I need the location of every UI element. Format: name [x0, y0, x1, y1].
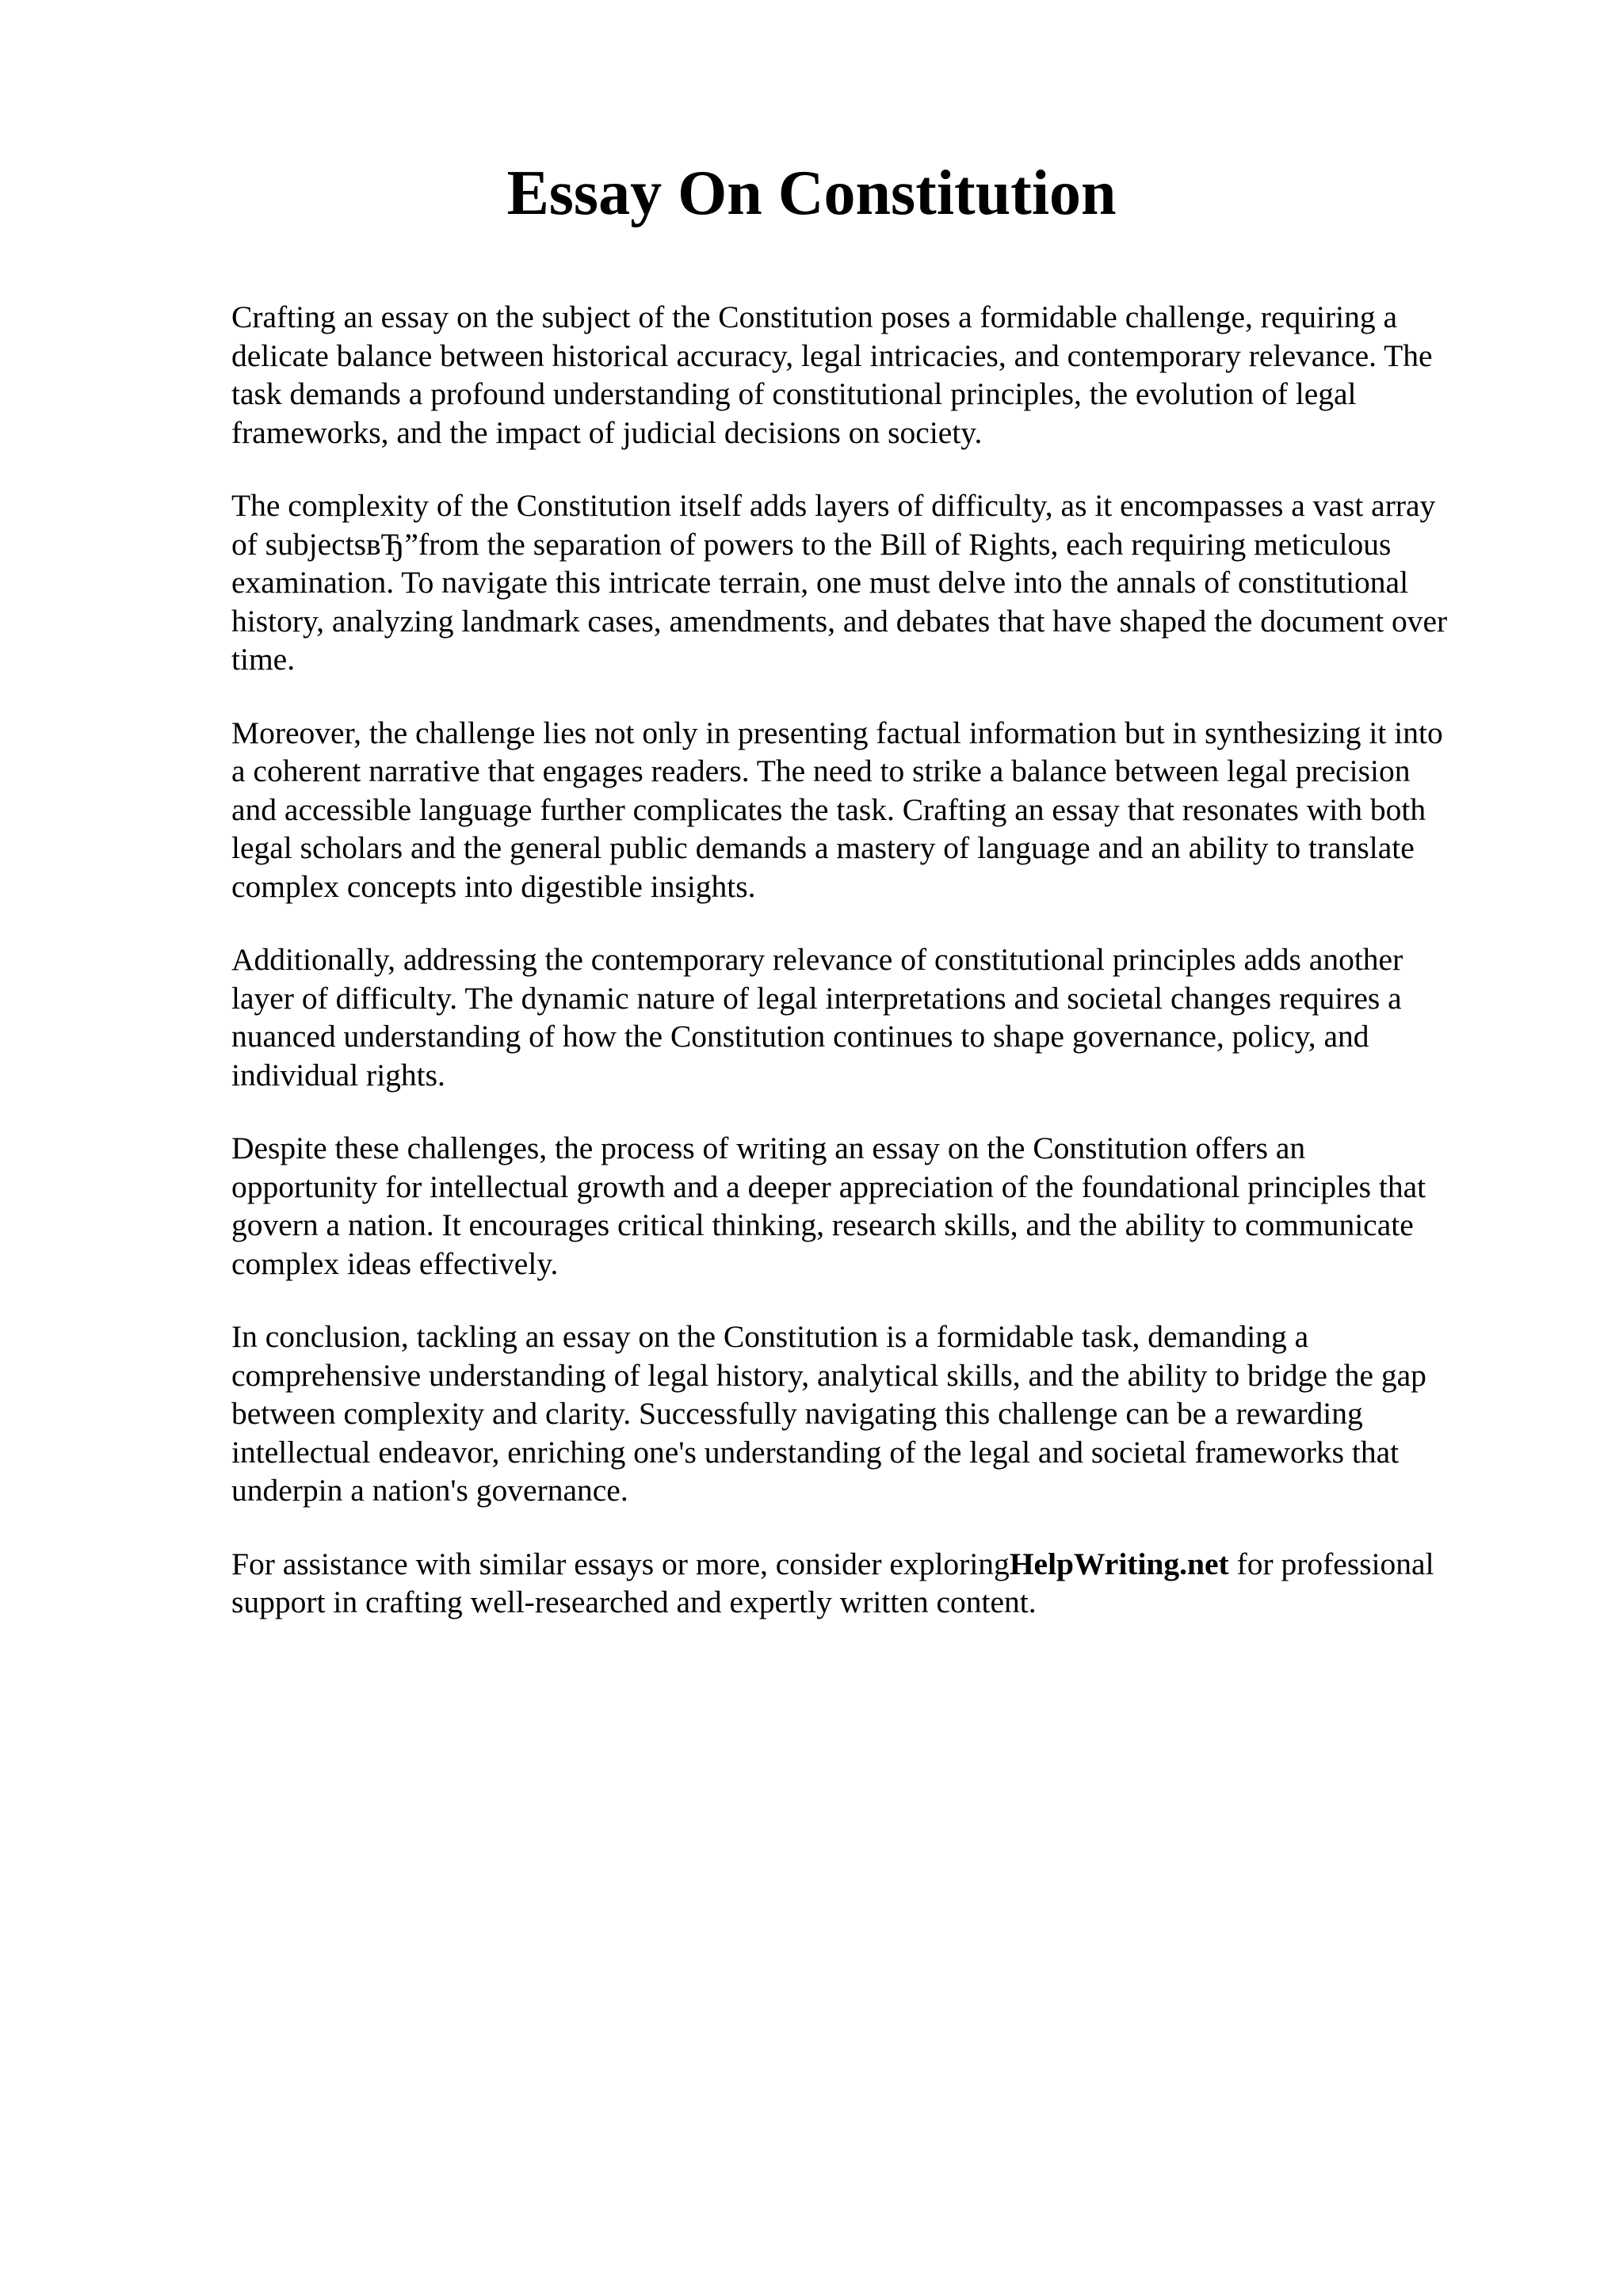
helpwriting-brand-link[interactable]: HelpWriting.net — [1009, 1546, 1229, 1581]
paragraph-line: time. — [231, 642, 296, 677]
paragraph-5 — [231, 1129, 1531, 1283]
paragraph-line: opportunity for intellectual growth and a deeper appreciation of the foundational principles that — [231, 1169, 1426, 1204]
paragraph-line: and accessible language further complicates the task. Crafting an essay that resonates with both — [231, 791, 1426, 827]
footer-line-2: support in crafting well-researched and expertly written content. — [231, 1585, 1037, 1619]
paragraph-6 — [231, 1318, 1531, 1510]
paragraph-line: examination. To navigate this intricate terrain, one must delve into the annals of constitutional — [231, 565, 1409, 600]
paragraph-2 — [231, 486, 1531, 679]
paragraph-line: underpin a nation's governance. — [231, 1473, 628, 1508]
paragraph-line: complex ideas effectively. — [231, 1245, 559, 1281]
essay-body — [231, 298, 1531, 1657]
paragraph-line: layer of difficulty. The dynamic nature of legal interpretations and societal changes requires a — [231, 980, 1402, 1016]
paragraph-line: of subjectsвЂ”from the separation of powers to the Bill of Rights, each requiring meticulous — [231, 526, 1392, 562]
paragraph-line: complex concepts into digestible insights. — [231, 868, 756, 904]
paragraph-line: intellectual endeavor, enriching one's understanding of the legal and societal frameworks that — [231, 1434, 1400, 1470]
footer-prefix-text: For assistance with similar essays or more, consider exploring — [231, 1546, 1010, 1581]
paragraph-line: Additionally, addressing the contemporary relevance of constitutional principles adds another — [231, 942, 1403, 977]
paragraph-4 — [231, 940, 1531, 1094]
paragraph-line: comprehensive understanding of legal history, analytical skills, and the ability to bridge the gap — [231, 1357, 1426, 1393]
paragraph-line: legal scholars and the general public demands a mastery of language and an ability to translate — [231, 830, 1415, 865]
paragraph-line: a coherent narrative that engages readers. The need to strike a balance between legal precision — [231, 753, 1411, 788]
paragraph-line: In conclusion, tackling an essay on the Constitution is a formidable task, demanding a — [231, 1319, 1309, 1354]
paragraph-line: delicate balance between historical accuracy, legal intricacies, and contemporary relevance. The — [231, 338, 1433, 373]
footer-suffix-text: for professional — [1228, 1546, 1434, 1581]
paragraph-3 — [231, 714, 1531, 906]
paragraph-line: history, analyzing landmark cases, amendments, and debates that have shaped the document over — [231, 603, 1448, 639]
paragraph-line: Crafting an essay on the subject of the Constitution poses a formidable challenge, requiring a — [231, 299, 1397, 334]
paragraph-line: frameworks, and the impact of judicial decisions on society. — [231, 414, 983, 450]
paragraph-1 — [231, 298, 1531, 452]
page-title: Essay On Constitution — [506, 158, 1117, 228]
paragraph-line: Despite these challenges, the process of writing an essay on the Constitution offers an — [231, 1131, 1306, 1165]
paragraph-line: nuanced understanding of how the Constitution continues to shape governance, policy, and — [231, 1019, 1369, 1054]
paragraph-line: between complexity and clarity. Successfully navigating this challenge can be a rewarding — [231, 1396, 1363, 1431]
paragraph-line: individual rights. — [231, 1057, 445, 1093]
paragraph-line: Moreover, the challenge lies not only in presenting factual information but in synthesizing it into — [231, 715, 1443, 750]
footer-paragraph — [231, 1545, 1531, 1622]
footer-line-1 — [231, 1545, 1531, 1584]
paragraph-line: The complexity of the Constitution itself adds layers of difficulty, as it encompasses a vast array — [231, 488, 1436, 523]
paragraph-line: task demands a profound understanding of constitutional principles, the evolution of legal — [231, 376, 1357, 411]
paragraph-line: govern a nation. It encourages critical thinking, research skills, and the ability to communicate — [231, 1207, 1414, 1242]
